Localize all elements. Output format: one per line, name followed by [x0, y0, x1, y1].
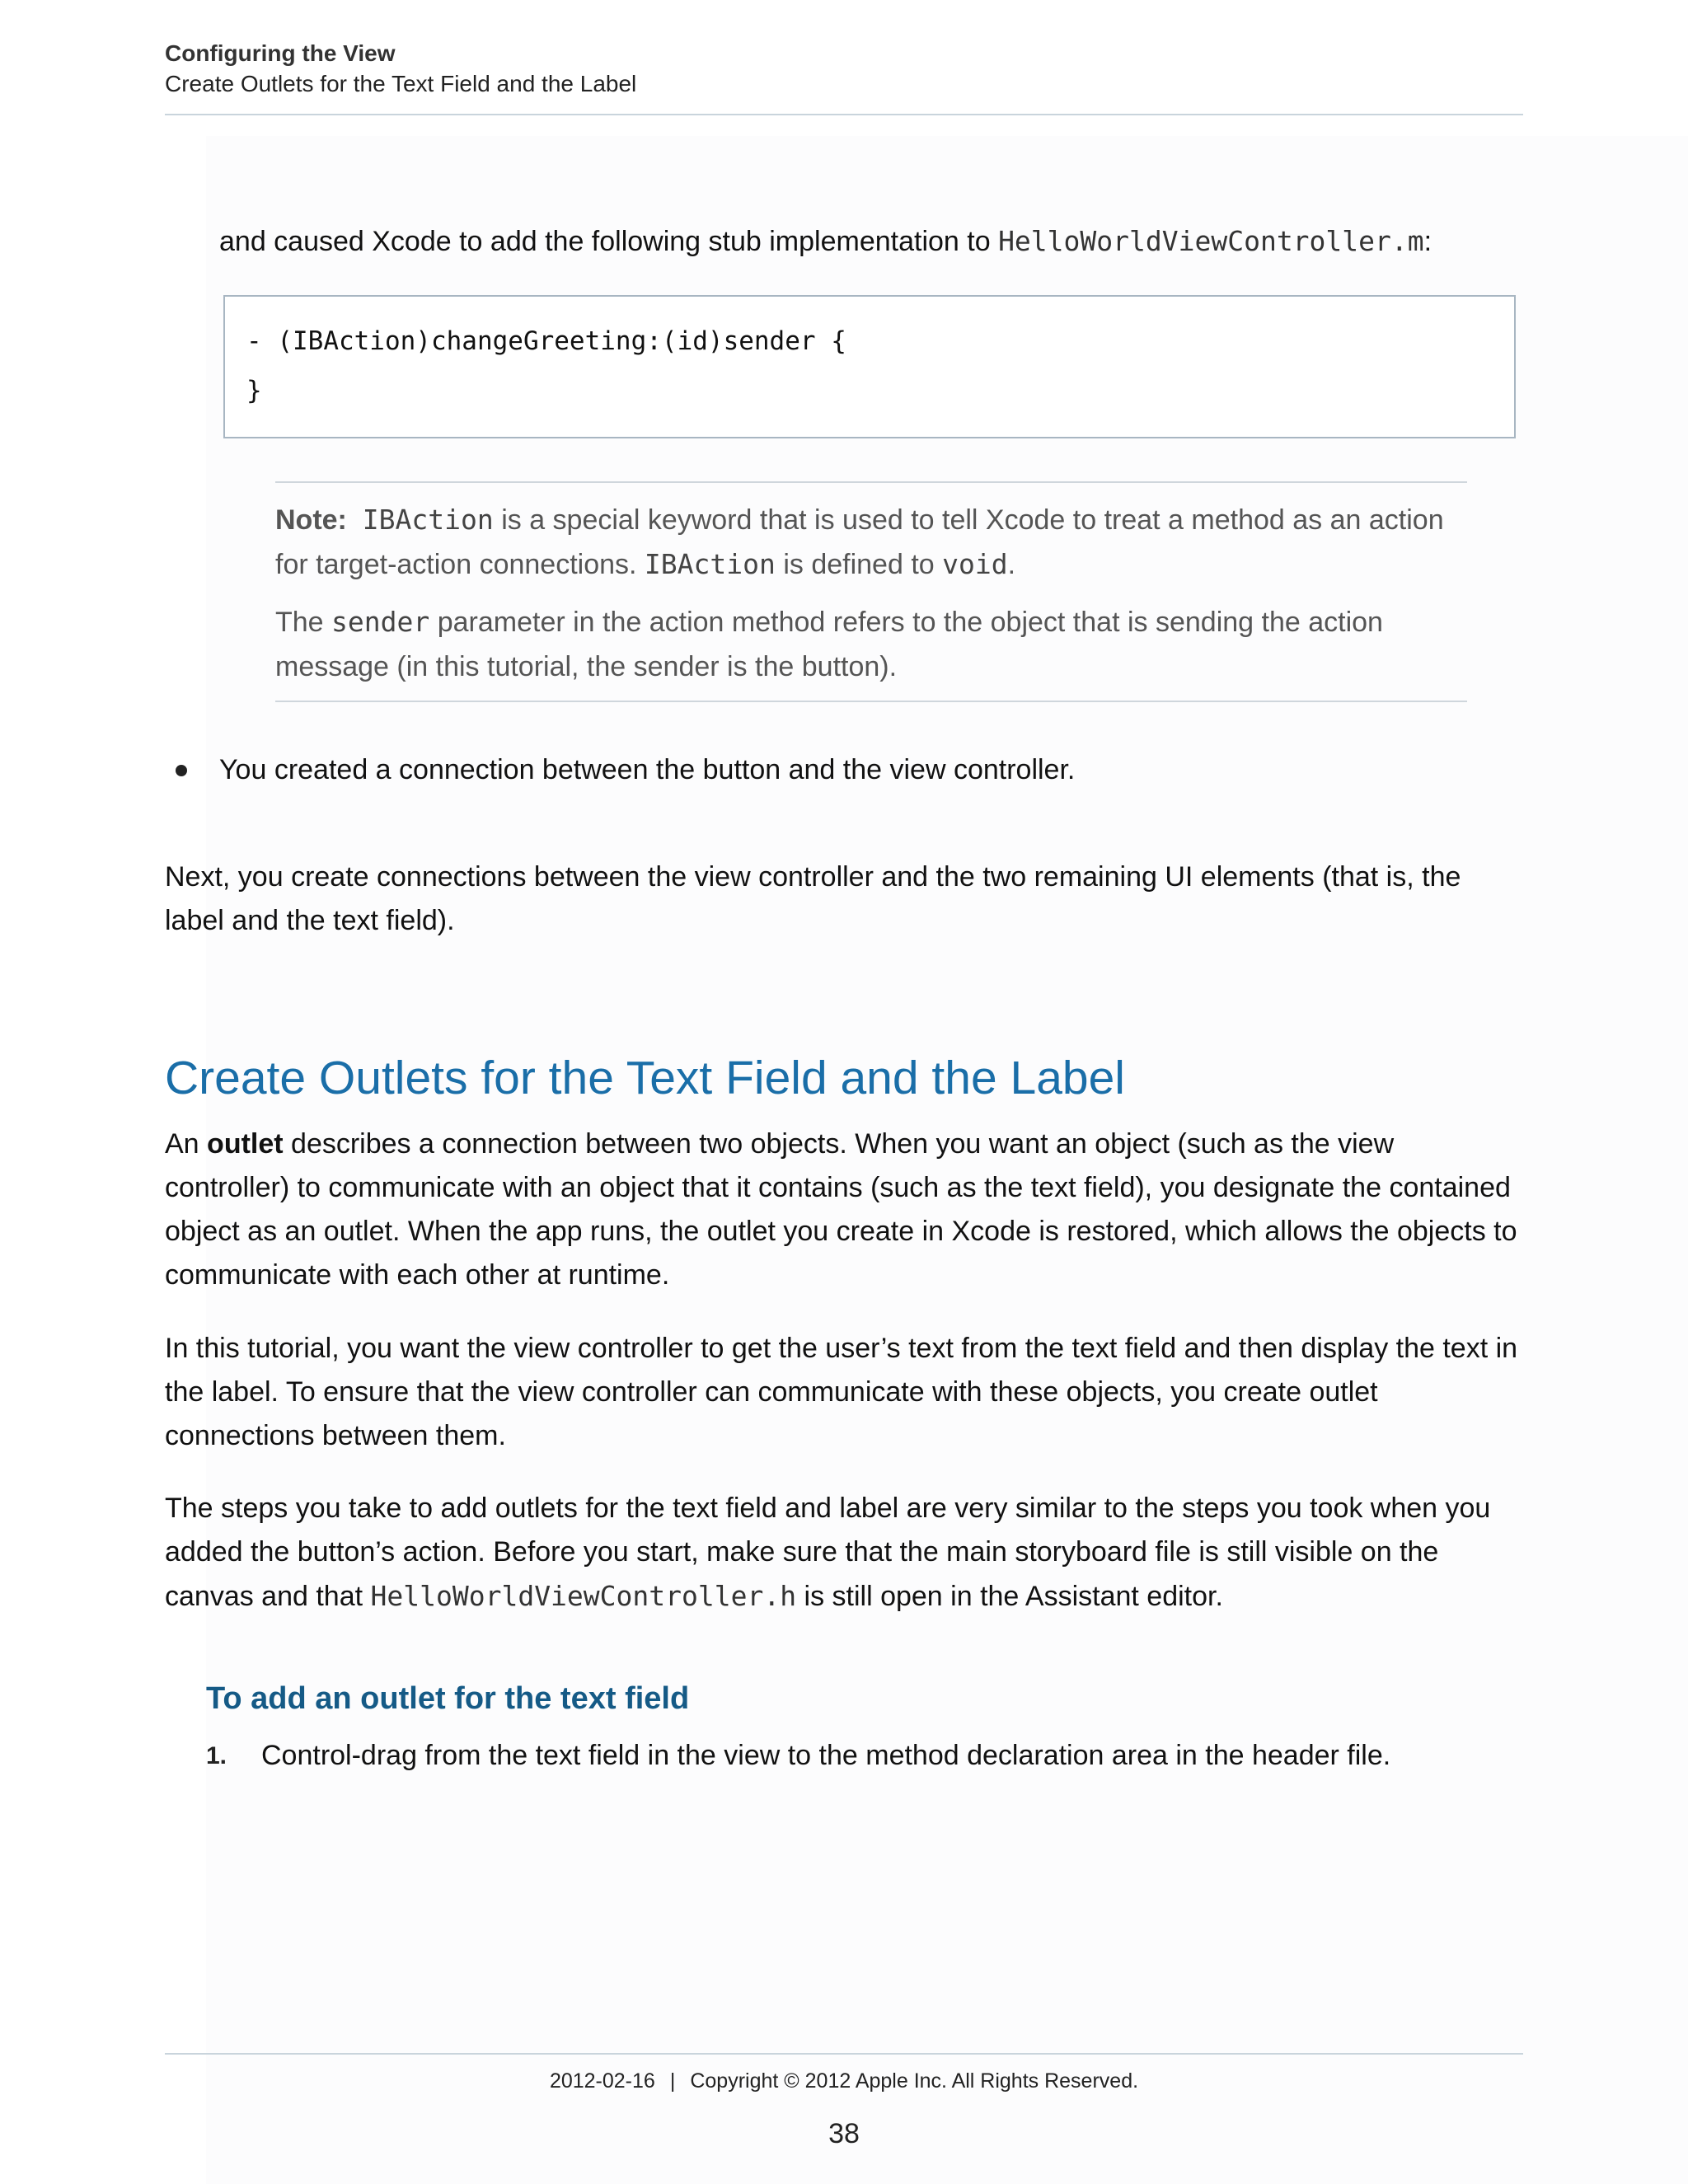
- intro-filename: HelloWorldViewController.m: [998, 225, 1424, 257]
- footer-date: 2012-02-16: [549, 2069, 655, 2093]
- intro-colon: :: [1423, 226, 1432, 257]
- note-paragraph: [275, 498, 1467, 587]
- step-text: Control-drag from the text field in the view to the method declaration area in the header file.: [261, 1740, 1391, 1771]
- body-paragraph: In this tutorial, you want the view controller to get the user’s text from the text field and then display the text in the label. To ensure that the view controller can communicate with these objects, you create outlet connections between them.: [165, 1333, 1518, 1451]
- intro-paragraph: [219, 219, 1538, 264]
- section-heading: Create Outlets for the Text Field and the Label: [165, 1052, 1125, 1104]
- footer: [165, 2064, 1523, 2097]
- bold-term: outlet: [207, 1128, 284, 1160]
- footer-separator: |: [669, 2069, 676, 2093]
- code-listing: [223, 295, 1516, 438]
- note-text: is a special keyword that is used to tell Xcode to treat a method as an action for target-action connections.: [275, 504, 1444, 580]
- code-line: }: [246, 376, 262, 405]
- note-text: parameter in the action method refers to the object that is sending the action message (in this tutorial, the sender is the button).: [275, 607, 1383, 682]
- note-paragraph: [275, 600, 1467, 689]
- body-paragraph: [165, 1487, 1523, 1619]
- inline-code: void: [942, 548, 1008, 580]
- inline-filename: HelloWorldViewController.h: [370, 1580, 797, 1612]
- inline-code: IBAction: [644, 548, 776, 580]
- body-paragraph: [165, 1122, 1523, 1297]
- paragraph-text: describes a connection between two objects. When you want an object (such as the view controller) to communicate with an object that it contains (such as the text field), you designate the contained object as an outlet. When the app runs, the outlet you create in Xcode is restored, which allows the objects to communicate with each other at runtime.: [165, 1128, 1517, 1291]
- note-text: The: [275, 607, 332, 638]
- inline-code: sender: [331, 606, 430, 638]
- bullet-icon: [176, 765, 187, 776]
- footer-copyright: Copyright © 2012 Apple Inc. All Rights Reserved.: [690, 2069, 1139, 2093]
- step-number: 1.: [206, 1742, 227, 1769]
- note-label: Note:: [275, 504, 347, 536]
- paragraph-text: The steps you take to add outlets for the text field and label are very similar to the steps you took when you added the button’s action. Before you start, make sure that the main storyboard file is still visible on the canvas and that: [165, 1493, 1491, 1612]
- section-title: Create Outlets for the Text Field and the Label: [165, 71, 637, 96]
- running-header: [165, 40, 1523, 101]
- note-text: is defined to: [775, 549, 943, 580]
- page-number: 38: [828, 2118, 860, 2149]
- chapter-title: Configuring the View: [165, 40, 396, 66]
- code-line: - (IBAction)changeGreeting:(id)sender {: [246, 326, 846, 356]
- note-box: [275, 481, 1467, 702]
- task-heading: To add an outlet for the text field: [206, 1681, 690, 1716]
- paragraph-text: is still open in the Assistant editor.: [796, 1581, 1223, 1612]
- header-divider: [165, 114, 1523, 115]
- body-paragraph: Next, you create connections between the view controller and the two remaining UI elements (that is, the label and the text field).: [165, 861, 1461, 936]
- intro-text: and caused Xcode to add the following stub implementation to: [219, 226, 999, 257]
- inline-code: IBAction: [362, 504, 494, 536]
- paragraph-text: An: [165, 1128, 208, 1160]
- footer-divider: [165, 2053, 1523, 2055]
- note-text: .: [1007, 549, 1016, 580]
- bullet-item: You created a connection between the button and the view controller.: [219, 754, 1076, 785]
